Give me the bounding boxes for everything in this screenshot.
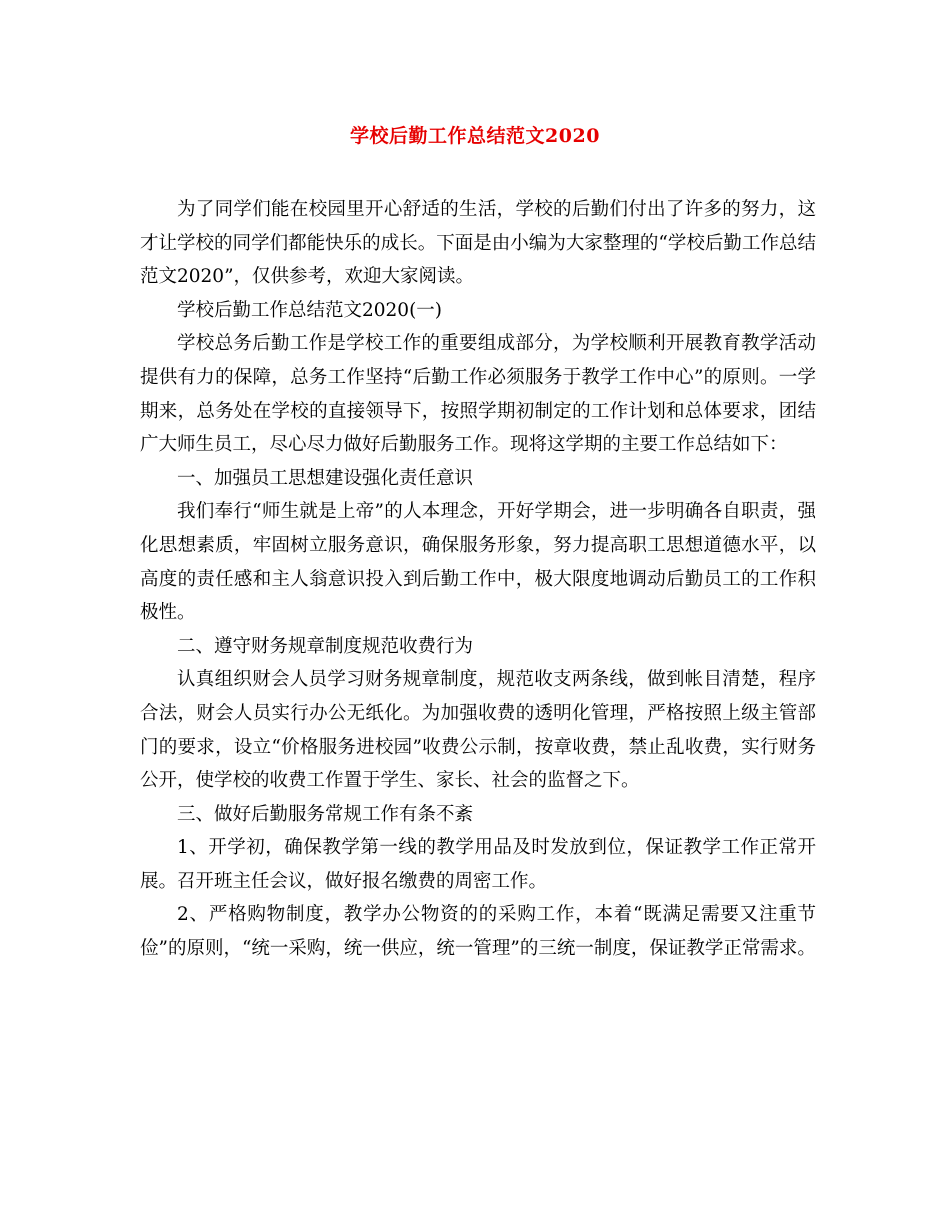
- document-body: [140, 193, 816, 966]
- heading-two: 二、遵守财务规章制度规范收费行为: [177, 635, 474, 657]
- list-item-2: 2、严格购物制度，教学办公物资的的采购工作，本着“既满足需要又注重节俭”的原则，“统一采购，统一供应，统一管理”的三统一制度，保证教学正常需求。: [140, 904, 816, 960]
- list-item-1: 1、开学初，确保教学第一线的教学用品及时发放到位，保证教学工作正常开展。召开班主任会议，做好报名缴费的周密工作。: [140, 837, 816, 892]
- section-two-paragraph: 认真组织财会人员学习财务规章制度，规范收支两条线，做到帐目清楚，程序合法，财会人员实行办公无纸化。为加强收费的透明化管理，严格按照上级主管部门的要求，设立“价格服务进校园”收费公示制，按章收费，禁止乱收费，实行财务公开，使学校的收费工作置于学生、家长、社会的监督之下。: [140, 669, 816, 792]
- intro-paragraph: 为了同学们能在校园里开心舒适的生活，学校的后勤们付出了许多的努力，这才让学校的同学们都能快乐的成长。下面是由小编为大家整理的“学校后勤工作总结范文2020”，仅供参考，欢迎大家阅读。: [140, 199, 816, 288]
- section-one-paragraph: 我们奉行“师生就是上帝”的人本理念，开好学期会，进一步明确各自职责，强化思想素质，牢固树立服务意识，确保服务形象，努力提高职工思想道德水平，以高度的责任感和主人翁意识投入到后勤工作中，极大限度地调动后勤员工的工作积极性。: [140, 501, 816, 624]
- heading-one: 一、加强员工思想建设强化责任意识: [177, 467, 474, 489]
- heading-three: 三、做好后勤服务常规工作有条不紊: [177, 803, 474, 825]
- section-subtitle: 学校后勤工作总结范文2020(一): [177, 299, 443, 321]
- overview-paragraph: 学校总务后勤工作是学校工作的重要组成部分，为学校顺利开展教育教学活动提供有力的保障，总务工作坚持“后勤工作必须服务于教学工作中心”的原则。一学期来，总务处在学校的直接领导下，按照学期初制定的工作计划和总体要求，团结广大师生员工，尽心尽力做好后勤服务工作。现将这学期的主要工作总结如下：: [140, 333, 816, 456]
- document-title: 学校后勤工作总结范文2020: [350, 125, 600, 147]
